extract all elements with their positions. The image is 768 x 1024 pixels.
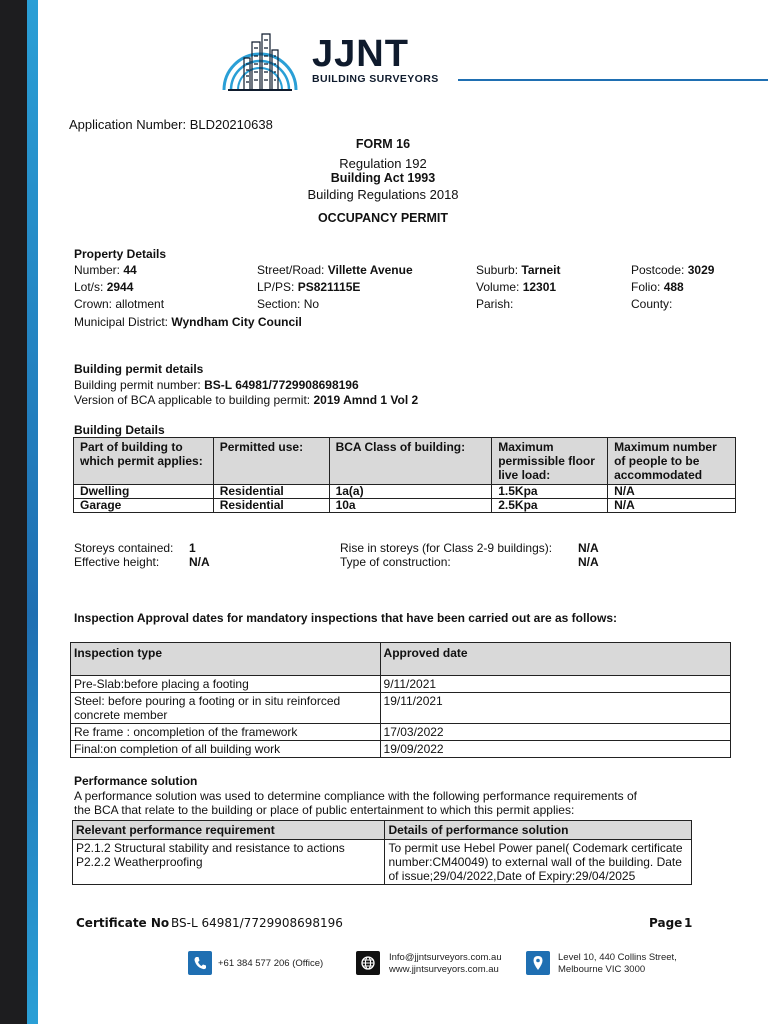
header-rule	[458, 79, 768, 81]
table-row: Final:on completion of all building work 19/09/2022	[71, 741, 731, 758]
form-regulation: Regulation 192	[339, 156, 427, 171]
building-details-table	[73, 437, 736, 513]
rise-value: N/A	[578, 541, 599, 555]
location-pin-icon	[526, 951, 550, 975]
col-header: Approved date	[380, 643, 730, 676]
col-header: Details of performance solution	[385, 821, 692, 840]
construction-label: Type of construction:	[340, 555, 451, 569]
col-header: Part of building to which permit applies:	[74, 438, 214, 485]
col-header: BCA Class of building:	[329, 438, 492, 485]
property-number: Number: 44	[74, 263, 137, 277]
property-lots: Lot/s: 2944	[74, 280, 134, 294]
form-act: Building Act 1993	[330, 171, 436, 185]
application-number-label: Application Number:	[69, 117, 187, 132]
performance-details: To permit use Hebel Power panel( Codemark certificate number:CM40049) to external wall of the building. Date of issue;29/04/2022,Date of Expiry:29/04/2025	[385, 840, 692, 885]
phone-icon	[188, 951, 212, 975]
property-heading: Property Details	[74, 247, 167, 261]
footer-phone: +61 384 577 206 (Office)	[218, 958, 324, 969]
property-section: Section: No	[257, 297, 320, 311]
property-folio: Folio: 488	[631, 280, 684, 294]
table-row: Re frame : oncompletion of the framework 17/03/2022	[71, 724, 731, 741]
table-row: Steel: before pouring a footing or in situ reinforced concrete member 19/11/2021	[71, 693, 731, 724]
building-details-heading: Building Details	[74, 423, 165, 437]
globe-icon	[356, 951, 380, 975]
table-row: Pre-Slab:before placing a footing 9/11/2021	[71, 676, 731, 693]
property-district: Municipal District: Wyndham City Council	[74, 315, 302, 329]
certificate-label: Certificate No	[76, 916, 170, 930]
table-row: Dwelling Residential 1a(a) 1.5Kpa N/A	[74, 485, 736, 499]
performance-intro-1: A performance solution was used to determine compliance with the following performance requirements of	[74, 789, 637, 803]
property-volume: Volume: 12301	[476, 280, 557, 294]
inspections-heading: Inspection Approval dates for mandatory inspections that have been carried out are as follows:	[74, 611, 618, 625]
footer-address-2: Melbourne VIC 3000	[558, 964, 646, 975]
permit-number: Building permit number: BS-L 64981/7729908698196	[74, 378, 359, 392]
page-label: Page	[649, 916, 683, 930]
property-street: Street/Road: Villette Avenue	[257, 263, 413, 277]
col-header: Permitted use:	[213, 438, 329, 485]
footer-email: Info@jjntsurveyors.com.au	[389, 952, 502, 963]
table-header-row	[71, 643, 731, 676]
property-suburb: Suburb: Tarneit	[476, 263, 561, 277]
table-header-row	[73, 821, 692, 840]
col-header: Maximum permissible floor live load:	[492, 438, 608, 485]
form-regulations: Building Regulations 2018	[307, 187, 459, 202]
effective-height-value: N/A	[189, 555, 210, 569]
logo-title: JJNT	[312, 33, 409, 75]
table-row	[73, 840, 692, 885]
property-lpps: LP/PS: PS821115E	[257, 280, 361, 294]
table-header-row	[74, 438, 736, 485]
property-crown: Crown: allotment	[74, 297, 165, 311]
construction-value: N/A	[578, 555, 599, 569]
application-number	[69, 117, 273, 132]
property-postcode: Postcode: 3029	[631, 263, 715, 277]
logo-mark-icon	[218, 20, 302, 94]
storeys-contained-label: Storeys contained:	[74, 541, 174, 555]
application-number-value: BLD20210638	[189, 117, 273, 132]
footer-website: www.jjntsurveyors.com.au	[389, 964, 499, 975]
performance-heading: Performance solution	[74, 774, 198, 788]
performance-table	[72, 820, 692, 885]
effective-height-label: Effective height:	[74, 555, 160, 569]
storeys-contained-value: 1	[189, 541, 196, 555]
rise-label: Rise in storeys (for Class 2-9 buildings):	[340, 541, 553, 555]
performance-intro-2: the BCA that relate to the building or place of public entertainment to which this permit applies:	[74, 803, 575, 817]
col-header: Inspection type	[71, 643, 381, 676]
permit-heading: Building permit details	[74, 362, 204, 376]
property-parish: Parish:	[476, 297, 514, 311]
footer-address-1: Level 10, 440 Collins Street,	[558, 952, 677, 963]
col-header: Maximum number of people to be accommodated	[608, 438, 736, 485]
performance-requirements: P2.1.2 Structural stability and resistance to actions P2.2.2 Weatherproofing	[73, 840, 385, 885]
left-blue-bar	[27, 0, 38, 1024]
logo-subtitle: BUILDING SURVEYORS	[312, 73, 439, 85]
col-header: Relevant performance requirement	[73, 821, 385, 840]
property-county: County:	[631, 297, 673, 311]
form-number: FORM 16	[355, 137, 411, 151]
inspections-table	[70, 642, 731, 758]
table-row: Garage Residential 10a 2.5Kpa N/A	[74, 499, 736, 513]
left-dark-bar	[0, 0, 27, 1024]
form-title: OCCUPANCY PERMIT	[317, 211, 449, 225]
permit-bca: Version of BCA applicable to building permit: 2019 Amnd 1 Vol 2	[74, 393, 419, 407]
page-number: 1	[684, 916, 693, 930]
certificate-value: BS-L 64981/7729908698196	[171, 916, 343, 930]
